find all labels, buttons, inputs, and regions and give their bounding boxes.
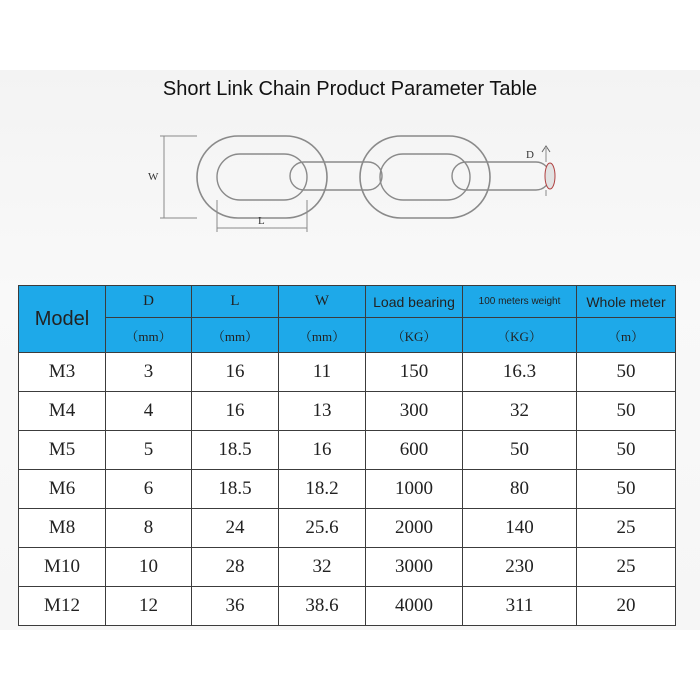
cell-model: M5 xyxy=(19,431,106,470)
cell-d: 3 xyxy=(106,353,192,392)
column-header-model: Model xyxy=(19,286,106,353)
cell-d: 8 xyxy=(106,509,192,548)
cell-weight: 50 xyxy=(463,431,577,470)
dimension-label-w: W xyxy=(148,171,159,183)
cell-model: M4 xyxy=(19,392,106,431)
cell-model: M10 xyxy=(19,548,106,587)
cell-d: 6 xyxy=(106,470,192,509)
table-unit-row xyxy=(19,318,676,353)
cell-whole-meter: 50 xyxy=(577,431,676,470)
cell-d: 12 xyxy=(106,587,192,626)
dimension-label-d: D xyxy=(526,149,534,161)
unit-cell: （m） xyxy=(577,318,676,353)
column-header-w: W xyxy=(279,286,366,318)
cell-l: 18.5 xyxy=(192,431,279,470)
cell-w: 25.6 xyxy=(279,509,366,548)
unit-cell: （KG） xyxy=(463,318,577,353)
column-header-load-bearing: Load bearing xyxy=(366,286,463,318)
cell-weight: 311 xyxy=(463,587,577,626)
cell-model: M8 xyxy=(19,509,106,548)
cell-w: 18.2 xyxy=(279,470,366,509)
cell-l: 24 xyxy=(192,509,279,548)
cell-l: 28 xyxy=(192,548,279,587)
unit-cell: （mm） xyxy=(279,318,366,353)
cell-load-bearing: 150 xyxy=(366,353,463,392)
cell-weight: 80 xyxy=(463,470,577,509)
table-row xyxy=(19,509,676,548)
cell-whole-meter: 50 xyxy=(577,353,676,392)
table-row xyxy=(19,392,676,431)
cell-whole-meter: 20 xyxy=(577,587,676,626)
cell-model: M12 xyxy=(19,587,106,626)
cell-l: 16 xyxy=(192,392,279,431)
cell-w: 11 xyxy=(279,353,366,392)
cell-model: M6 xyxy=(19,470,106,509)
cell-whole-meter: 25 xyxy=(577,509,676,548)
cell-load-bearing: 3000 xyxy=(366,548,463,587)
page-title: Short Link Chain Product Parameter Table xyxy=(162,78,538,100)
cell-load-bearing: 1000 xyxy=(366,470,463,509)
chain-diagram xyxy=(140,130,580,240)
cell-weight: 230 xyxy=(463,548,577,587)
table-row xyxy=(19,353,676,392)
chain-link-inner xyxy=(217,154,307,200)
parameter-table xyxy=(18,285,676,626)
chain-link-inner xyxy=(380,154,470,200)
cell-model: M3 xyxy=(19,353,106,392)
cell-weight: 32 xyxy=(463,392,577,431)
cell-l: 18.5 xyxy=(192,470,279,509)
column-header-d: D xyxy=(106,286,192,318)
cell-whole-meter: 50 xyxy=(577,470,676,509)
cell-load-bearing: 600 xyxy=(366,431,463,470)
cell-l: 16 xyxy=(192,353,279,392)
cell-d: 4 xyxy=(106,392,192,431)
column-header-weight: 100 meters weight xyxy=(463,286,577,318)
cell-load-bearing: 300 xyxy=(366,392,463,431)
table-row xyxy=(19,431,676,470)
table-body xyxy=(19,353,676,626)
wire-section-icon xyxy=(545,163,555,189)
cell-load-bearing: 2000 xyxy=(366,509,463,548)
cell-whole-meter: 25 xyxy=(577,548,676,587)
table-row xyxy=(19,548,676,587)
cell-weight: 140 xyxy=(463,509,577,548)
unit-cell: （KG） xyxy=(366,318,463,353)
cell-w: 13 xyxy=(279,392,366,431)
cell-load-bearing: 4000 xyxy=(366,587,463,626)
cell-w: 32 xyxy=(279,548,366,587)
table-row xyxy=(19,470,676,509)
cell-w: 16 xyxy=(279,431,366,470)
cell-d: 5 xyxy=(106,431,192,470)
column-header-l: L xyxy=(192,286,279,318)
dimension-label-l: L xyxy=(258,215,265,227)
cell-w: 38.6 xyxy=(279,587,366,626)
table-header-row xyxy=(19,286,676,318)
unit-cell: （mm） xyxy=(192,318,279,353)
cell-d: 10 xyxy=(106,548,192,587)
cell-whole-meter: 50 xyxy=(577,392,676,431)
cell-l: 36 xyxy=(192,587,279,626)
column-header-whole-meter: Whole meter xyxy=(577,286,676,318)
table-row xyxy=(19,587,676,626)
cell-weight: 16.3 xyxy=(463,353,577,392)
unit-cell: （mm） xyxy=(106,318,192,353)
